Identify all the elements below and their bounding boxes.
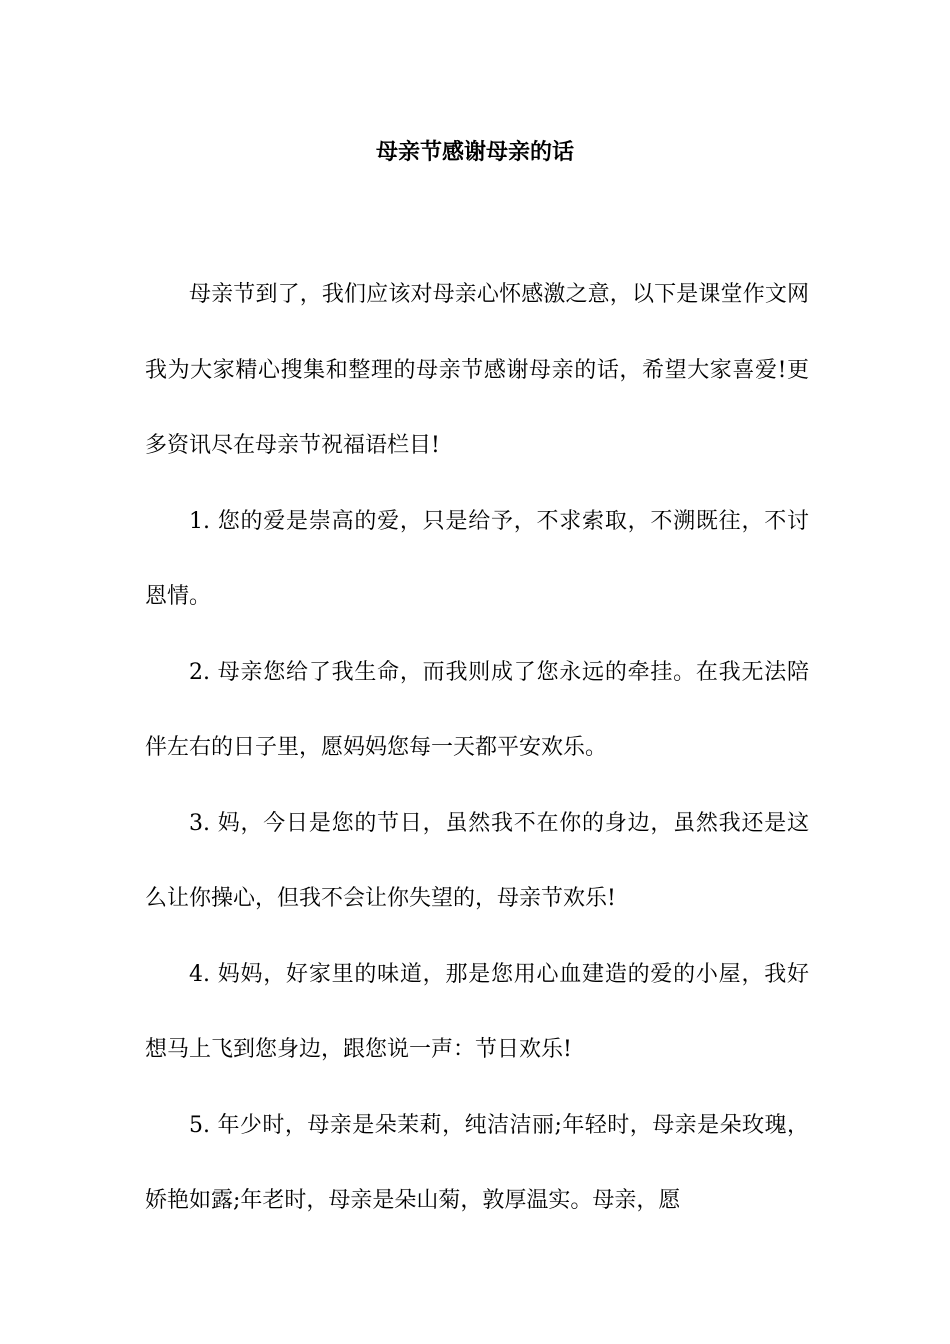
list-item-4: 4. 妈妈，好家里的味道，那是您用心血建造的爱的小屋，我好想马上飞到您身边，跟您说一声：节日欢乐!	[145, 961, 809, 1062]
document-body	[145, 257, 809, 1239]
document-title: 母亲节感谢母亲的话	[375, 139, 574, 165]
list-item-1: 1. 您的爱是崇高的爱，只是给予，不求索取，不溯既往，不讨恩情。	[145, 508, 809, 609]
list-item-3: 3. 妈，今日是您的节日，虽然我不在你的身边，虽然我还是这么让你操心，但我不会让你失望的，母亲节欢乐!	[145, 810, 809, 911]
list-item-2: 2. 母亲您给了我生命，而我则成了您永远的牵挂。在我无法陪伴左右的日子里，愿妈妈您每一天都平安欢乐。	[145, 659, 809, 760]
list-item-5: 5. 年少时，母亲是朵茉莉，纯洁洁丽;年轻时，母亲是朵玫瑰，娇艳如露;年老时，母亲是朵山菊，敦厚温实。母亲，愿	[145, 1112, 809, 1213]
intro-paragraph: 母亲节到了，我们应该对母亲心怀感激之意，以下是课堂作文网我为大家精心搜集和整理的母亲节感谢母亲的话，希望大家喜爱!更多资讯尽在母亲节祝福语栏目!	[145, 282, 809, 458]
